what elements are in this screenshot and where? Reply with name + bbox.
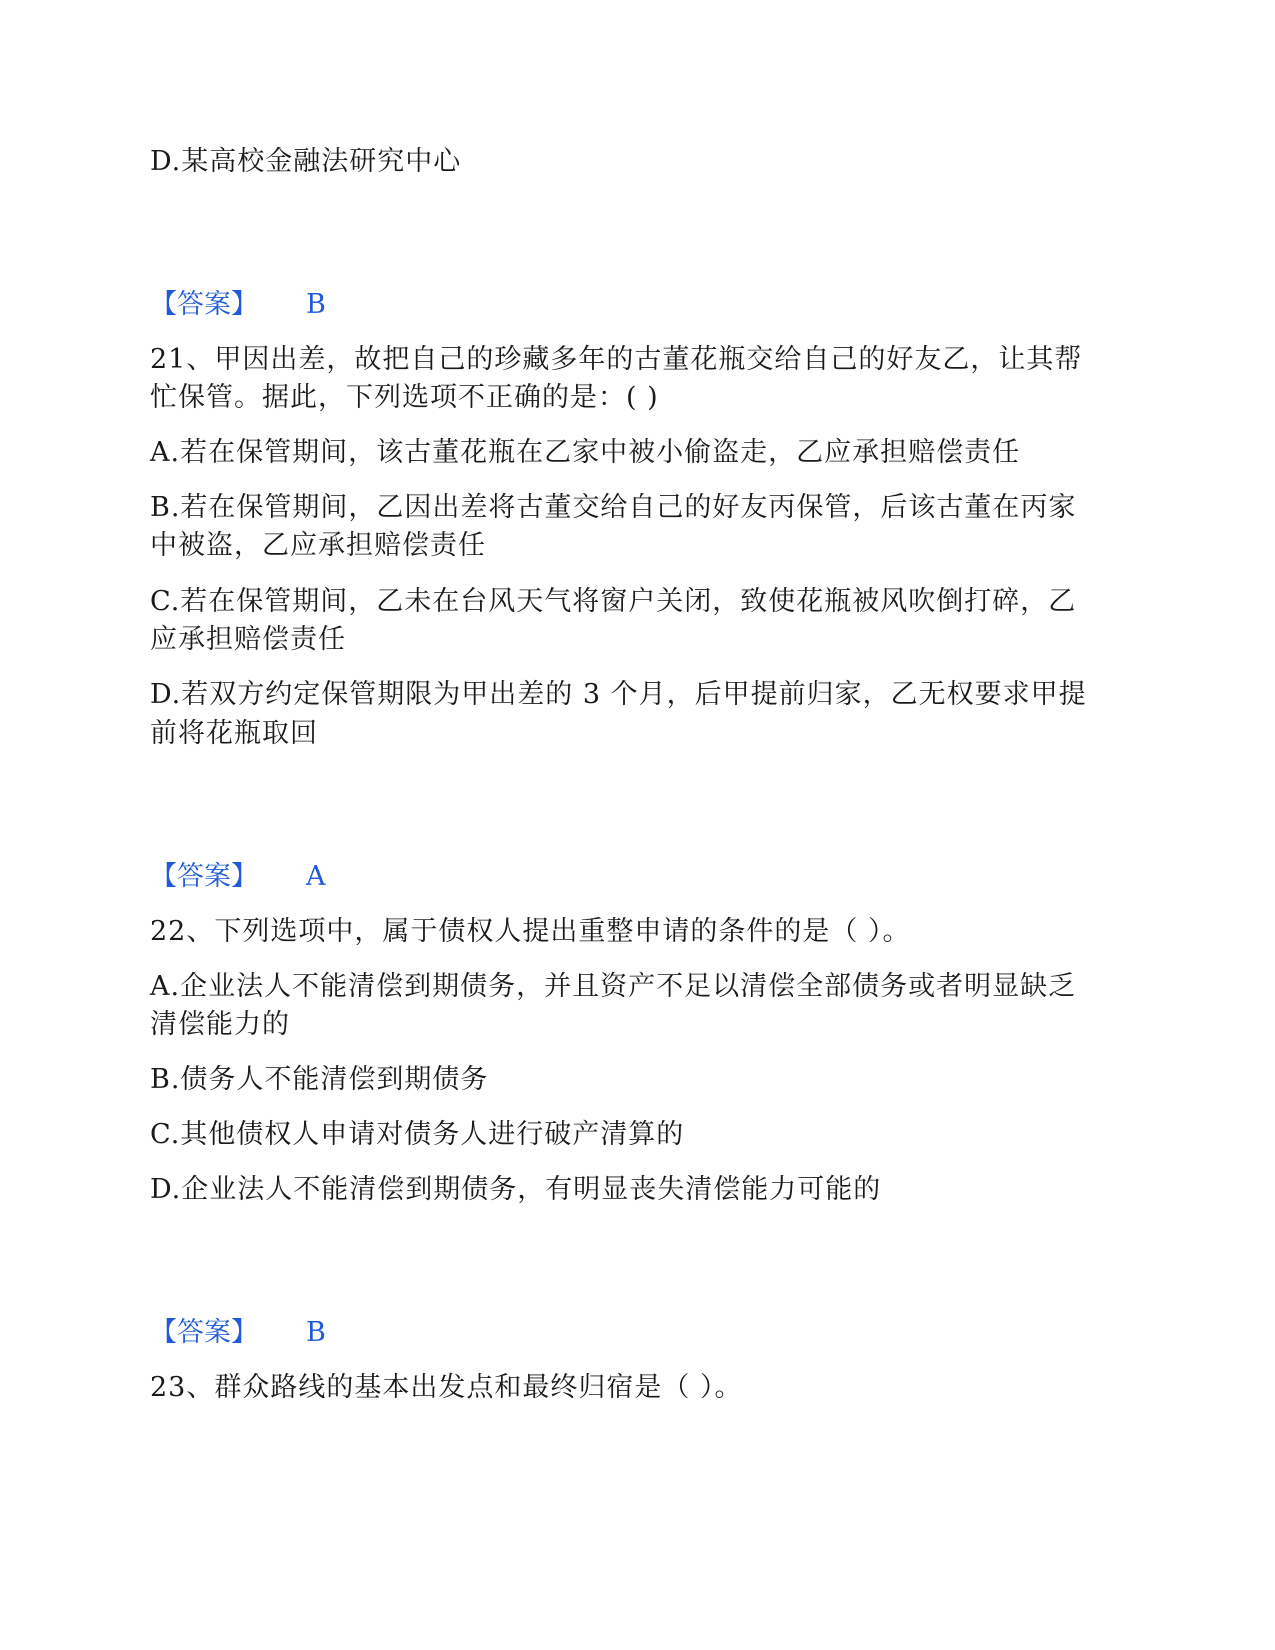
question-21-option-c-line1: C.若在保管期间，乙未在台风天气将窗户关闭，致使花瓶被风吹倒打碎，乙 xyxy=(150,586,1077,617)
answer-value: B xyxy=(306,289,326,320)
question-22-option-d: D.企业法人不能清偿到期债务，有明显丧失清偿能力可能的 xyxy=(150,1174,882,1205)
question-21-option-b-line1: B.若在保管期间，乙因出差将古董交给自己的好友丙保管，后该古董在丙家 xyxy=(150,492,1077,523)
question-21-option-c-line2: 应承担赔偿责任 xyxy=(150,624,346,655)
question-21-option-d-line1: D.若双方约定保管期限为甲出差的 3 个月，后甲提前归家，乙无权要求甲提 xyxy=(150,679,1087,710)
question-22-stem: 22、下列选项中，属于债权人提出重整申请的条件的是（ ）。 xyxy=(150,916,911,947)
answer-value: B xyxy=(306,1317,326,1348)
answer-label: 【答案】 xyxy=(150,861,258,892)
answer-block-q22 xyxy=(150,1313,326,1353)
answer-label: 【答案】 xyxy=(150,289,258,320)
question-21-option-a: A.若在保管期间，该古董花瓶在乙家中被小偷盗走，乙应承担赔偿责任 xyxy=(150,437,1021,468)
previous-option-d: D.某高校金融法研究中心 xyxy=(150,146,462,177)
answer-block-q20 xyxy=(150,285,326,325)
question-21-option-d-line2: 前将花瓶取回 xyxy=(150,718,318,749)
question-21-stem-line1: 21、甲因出差，故把自己的珍藏多年的古董花瓶交给自己的好友乙，让其帮 xyxy=(150,344,1083,375)
question-22-option-a-line1: A.企业法人不能清偿到期债务，并且资产不足以清偿全部债务或者明显缺乏 xyxy=(150,971,1077,1002)
question-21-option-b-line2: 中被盗，乙应承担赔偿责任 xyxy=(150,530,486,561)
question-22-option-b: B.债务人不能清偿到期债务 xyxy=(150,1064,489,1095)
question-22-option-a-line2: 清偿能力的 xyxy=(150,1009,290,1040)
question-21-stem-line2: 忙保管。据此，下列选项不正确的是：( ) xyxy=(150,382,659,413)
answer-value: A xyxy=(306,861,326,892)
answer-label: 【答案】 xyxy=(150,1317,258,1348)
answer-block-q21 xyxy=(150,857,326,897)
question-22-option-c: C.其他债权人申请对债务人进行破产清算的 xyxy=(150,1119,685,1150)
question-23-stem: 23、群众路线的基本出发点和最终归宿是（ ）。 xyxy=(150,1372,743,1403)
